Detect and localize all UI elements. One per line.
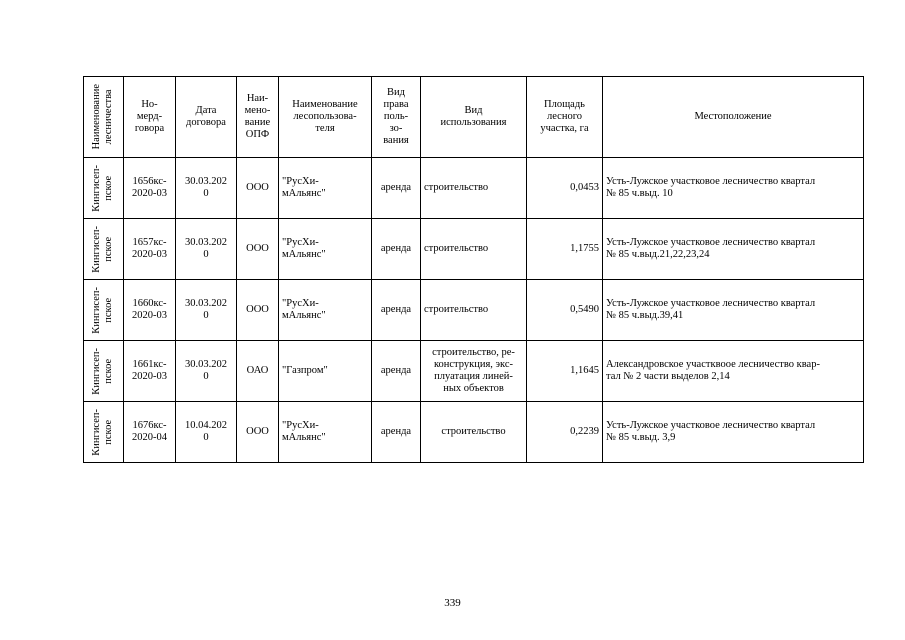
cell-forestry: Кингисеп- пское	[84, 158, 124, 219]
header-location: Местоположение	[603, 77, 864, 158]
cell-usage-type: строительство	[421, 280, 527, 341]
cell-opf: ООО	[237, 158, 279, 219]
cell-contract-date: 30.03.202 0	[176, 341, 237, 402]
table-row	[84, 158, 864, 219]
header-opf: Наи- мено- вание ОПФ	[237, 77, 279, 158]
cell-usage-right: аренда	[372, 280, 421, 341]
cell-area: 0,2239	[527, 402, 603, 463]
cell-forest-user: "РусХи- мАльянс"	[279, 219, 372, 280]
table-row	[84, 341, 864, 402]
cell-forestry: Кингисеп- пское	[84, 341, 124, 402]
cell-forestry: Кингисеп- пское	[84, 219, 124, 280]
cell-usage-right: аренда	[372, 219, 421, 280]
forest-lease-table	[83, 76, 864, 463]
cell-forest-user: "Газпром"	[279, 341, 372, 402]
header-forest-user: Наименование лесопользова- теля	[279, 77, 372, 158]
cell-usage-type: строительство	[421, 402, 527, 463]
table-row	[84, 280, 864, 341]
header-contract-number: Но- мерд- говора	[124, 77, 176, 158]
table-row	[84, 219, 864, 280]
header-area: Площадь лесного участка, га	[527, 77, 603, 158]
header-contract-date: Дата договора	[176, 77, 237, 158]
cell-contract-date: 30.03.202 0	[176, 219, 237, 280]
cell-forest-user: "РусХи- мАльянс"	[279, 158, 372, 219]
cell-usage-right: аренда	[372, 341, 421, 402]
cell-location: Александровское участквоое лесничество квар- тал № 2 части выделов 2,14	[603, 341, 864, 402]
cell-forestry: Кингисеп- пское	[84, 280, 124, 341]
cell-opf: ООО	[237, 280, 279, 341]
cell-contract-number: 1676кс- 2020-04	[124, 402, 176, 463]
cell-usage-type: строительство, ре- конструкция, экс- плуатация линей- ных объектов	[421, 341, 527, 402]
cell-location: Усть-Лужское участковое лесничество квартал № 85 ч.выд.21,22,23,24	[603, 219, 864, 280]
page-number: 339	[444, 597, 461, 609]
cell-opf: ООО	[237, 402, 279, 463]
cell-contract-number: 1661кс- 2020-03	[124, 341, 176, 402]
header-forestry: Наименование лесничества	[84, 77, 124, 158]
cell-forest-user: "РусХи- мАльянс"	[279, 402, 372, 463]
cell-contract-number: 1656кс- 2020-03	[124, 158, 176, 219]
header-usage-type: Вид использования	[421, 77, 527, 158]
cell-contract-number: 1660кс- 2020-03	[124, 280, 176, 341]
cell-usage-type: строительство	[421, 158, 527, 219]
cell-location: Усть-Лужское участковое лесничество квартал № 85 ч.выд. 10	[603, 158, 864, 219]
cell-forestry: Кингисеп- пское	[84, 402, 124, 463]
cell-usage-right: аренда	[372, 402, 421, 463]
header-usage-right: Вид права поль- зо- вания	[372, 77, 421, 158]
cell-contract-number: 1657кс- 2020-03	[124, 219, 176, 280]
cell-contract-date: 30.03.202 0	[176, 158, 237, 219]
cell-usage-right: аренда	[372, 158, 421, 219]
cell-area: 1,1645	[527, 341, 603, 402]
cell-area: 0,0453	[527, 158, 603, 219]
cell-location: Усть-Лужское участковое лесничество квартал № 85 ч.выд. 3,9	[603, 402, 864, 463]
header-row	[84, 77, 864, 158]
cell-area: 1,1755	[527, 219, 603, 280]
cell-area: 0,5490	[527, 280, 603, 341]
cell-forest-user: "РусХи- мАльянс"	[279, 280, 372, 341]
cell-contract-date: 10.04.202 0	[176, 402, 237, 463]
cell-opf: ООО	[237, 219, 279, 280]
cell-opf: ОАО	[237, 341, 279, 402]
cell-contract-date: 30.03.202 0	[176, 280, 237, 341]
table-row	[84, 402, 864, 463]
cell-location: Усть-Лужское участковое лесничество квартал № 85 ч.выд.39,41	[603, 280, 864, 341]
cell-usage-type: строительство	[421, 219, 527, 280]
